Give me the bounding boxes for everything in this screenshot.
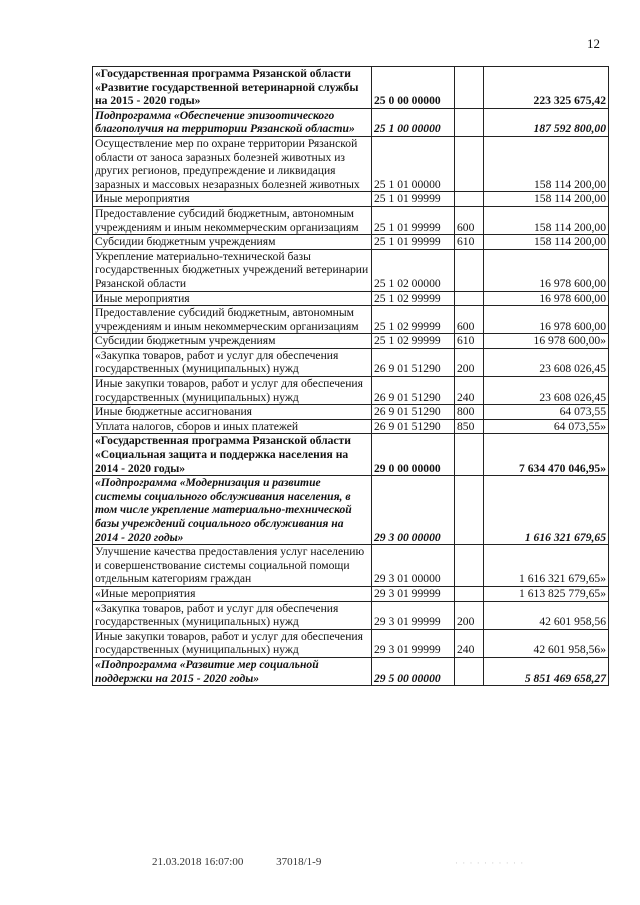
cell-expense-type: [455, 249, 484, 291]
cell-code: 25 1 01 99999: [372, 192, 455, 207]
cell-code: 29 0 00 00000: [372, 434, 455, 476]
cell-expense-type: [455, 192, 484, 207]
cell-name: «Государственная программа Рязанской области «Социальная защита и поддержка населения на 2014 - 2020 годы»: [93, 434, 372, 476]
budget-table: [92, 66, 609, 686]
table-row: [93, 67, 609, 109]
table-row: [93, 629, 609, 657]
cell-expense-type: [455, 434, 484, 476]
cell-code: 29 5 00 00000: [372, 657, 455, 685]
cell-code: 26 9 01 51290: [372, 419, 455, 434]
cell-expense-type: 200: [455, 601, 484, 629]
cell-amount: 16 978 600,00: [484, 291, 609, 306]
cell-expense-type: 600: [455, 306, 484, 334]
cell-amount: 23 608 026,45: [484, 377, 609, 405]
table-row: [93, 206, 609, 234]
cell-amount: 7 634 470 046,95»: [484, 434, 609, 476]
cell-name: Иные бюджетные ассигнования: [93, 405, 372, 420]
cell-name: «Закупка товаров, работ и услуг для обеспечения государственных (муниципальных) нужд: [93, 601, 372, 629]
cell-expense-type: [455, 136, 484, 191]
cell-amount: 158 114 200,00: [484, 206, 609, 234]
cell-code: 26 9 01 51290: [372, 377, 455, 405]
cell-expense-type: [455, 108, 484, 136]
cell-name: Субсидии бюджетным учреждениям: [93, 235, 372, 250]
cell-code: 29 3 01 99999: [372, 601, 455, 629]
cell-name: «Подпрограмма «Развитие мер социальной поддержки на 2015 - 2020 годы»: [93, 657, 372, 685]
cell-code: 25 1 00 00000: [372, 108, 455, 136]
footer-doc-id: 37018/1-9: [276, 856, 322, 868]
footer: [152, 856, 351, 868]
cell-code: 29 3 01 00000: [372, 545, 455, 587]
cell-code: 25 1 02 99999: [372, 334, 455, 349]
table-row: [93, 108, 609, 136]
cell-name: «Закупка товаров, работ и услуг для обеспечения государственных (муниципальных) нужд: [93, 348, 372, 376]
cell-amount: 223 325 675,42: [484, 67, 609, 109]
cell-amount: 1 616 321 679,65: [484, 476, 609, 545]
cell-expense-type: [455, 586, 484, 601]
table-row: [93, 586, 609, 601]
cell-name: Предоставление субсидий бюджетным, автономным учреждениям и иным некоммерческим организациям: [93, 206, 372, 234]
table-row: [93, 405, 609, 420]
cell-amount: 64 073,55: [484, 405, 609, 420]
table-row: [93, 601, 609, 629]
table-row: [93, 334, 609, 349]
cell-amount: 5 851 469 658,27: [484, 657, 609, 685]
table-row: [93, 192, 609, 207]
table-row: [93, 136, 609, 191]
cell-amount: 42 601 958,56»: [484, 629, 609, 657]
cell-expense-type: 800: [455, 405, 484, 420]
table-row: [93, 249, 609, 291]
cell-name: Улучшение качества предоставления услуг населению и совершенствование системы социальной помощи отдельным категориям граждан: [93, 545, 372, 587]
table-row: [93, 377, 609, 405]
cell-name: Предоставление субсидий бюджетным, автономным учреждениям и иным некоммерческим организациям: [93, 306, 372, 334]
faint-stamp-noise: · · · · · · · · · ·: [455, 858, 525, 868]
cell-name: Подпрограмма «Обеспечение эпизоотического благополучия на территории Рязанской области»: [93, 108, 372, 136]
cell-expense-type: 600: [455, 206, 484, 234]
cell-expense-type: [455, 67, 484, 109]
table-row: [93, 348, 609, 376]
cell-code: 25 1 02 00000: [372, 249, 455, 291]
cell-name: Уплата налогов, сборов и иных платежей: [93, 419, 372, 434]
cell-expense-type: 200: [455, 348, 484, 376]
cell-amount: 16 978 600,00: [484, 249, 609, 291]
table-row: [93, 434, 609, 476]
cell-code: 25 0 00 00000: [372, 67, 455, 109]
cell-code: 25 1 02 99999: [372, 306, 455, 334]
cell-expense-type: [455, 476, 484, 545]
cell-amount: 1 613 825 779,65»: [484, 586, 609, 601]
cell-expense-type: 240: [455, 629, 484, 657]
cell-name: Иные закупки товаров, работ и услуг для обеспечения государственных (муниципальных) нужд: [93, 629, 372, 657]
cell-code: 25 1 01 99999: [372, 235, 455, 250]
table-body: [93, 67, 609, 686]
table-row: [93, 235, 609, 250]
cell-amount: 16 978 600,00: [484, 306, 609, 334]
cell-amount: 42 601 958,56: [484, 601, 609, 629]
cell-amount: 158 114 200,00: [484, 136, 609, 191]
cell-expense-type: 850: [455, 419, 484, 434]
table-row: [93, 476, 609, 545]
cell-amount: 64 073,55»: [484, 419, 609, 434]
footer-timestamp: 21.03.2018 16:07:00: [152, 856, 244, 868]
cell-expense-type: [455, 657, 484, 685]
cell-code: 29 3 01 99999: [372, 629, 455, 657]
cell-name: Осуществление мер по охране территории Рязанской области от заноса заразных болезней животных из других регионов, предупреждение и ликвидация заразных и массовых незаразных болезней животных: [93, 136, 372, 191]
table-row: [93, 545, 609, 587]
cell-expense-type: [455, 545, 484, 587]
cell-amount: 1 616 321 679,65»: [484, 545, 609, 587]
cell-code: 29 3 01 99999: [372, 586, 455, 601]
cell-expense-type: 610: [455, 235, 484, 250]
cell-code: 29 3 00 00000: [372, 476, 455, 545]
cell-name: Иные мероприятия: [93, 291, 372, 306]
page-number: 12: [587, 36, 600, 51]
cell-code: 26 9 01 51290: [372, 348, 455, 376]
cell-name: Субсидии бюджетным учреждениям: [93, 334, 372, 349]
cell-expense-type: 610: [455, 334, 484, 349]
table-row: [93, 419, 609, 434]
cell-name: «Иные мероприятия: [93, 586, 372, 601]
cell-expense-type: [455, 291, 484, 306]
cell-name: Иные закупки товаров, работ и услуг для обеспечения государственных (муниципальных) нужд: [93, 377, 372, 405]
cell-name: Укрепление материально-технической базы государственных бюджетных учреждений ветеринарии Рязанской области: [93, 249, 372, 291]
cell-name: «Государственная программа Рязанской области «Развитие государственной ветеринарной службы на 2015 - 2020 годы»: [93, 67, 372, 109]
cell-code: 25 1 02 99999: [372, 291, 455, 306]
cell-code: 25 1 01 99999: [372, 206, 455, 234]
cell-code: 25 1 01 00000: [372, 136, 455, 191]
table-row: [93, 657, 609, 685]
cell-name: Иные мероприятия: [93, 192, 372, 207]
cell-amount: 23 608 026,45: [484, 348, 609, 376]
cell-name: «Подпрограмма «Модернизация и развитие системы социального обслуживания населения, в том числе укрепление материально-технической базы учреждений социального обслуживания на 2014 - 2020 годы»: [93, 476, 372, 545]
cell-code: 26 9 01 51290: [372, 405, 455, 420]
cell-amount: 158 114 200,00: [484, 235, 609, 250]
table-row: [93, 291, 609, 306]
cell-amount: 16 978 600,00»: [484, 334, 609, 349]
cell-amount: 158 114 200,00: [484, 192, 609, 207]
cell-amount: 187 592 800,00: [484, 108, 609, 136]
table-row: [93, 306, 609, 334]
cell-expense-type: 240: [455, 377, 484, 405]
